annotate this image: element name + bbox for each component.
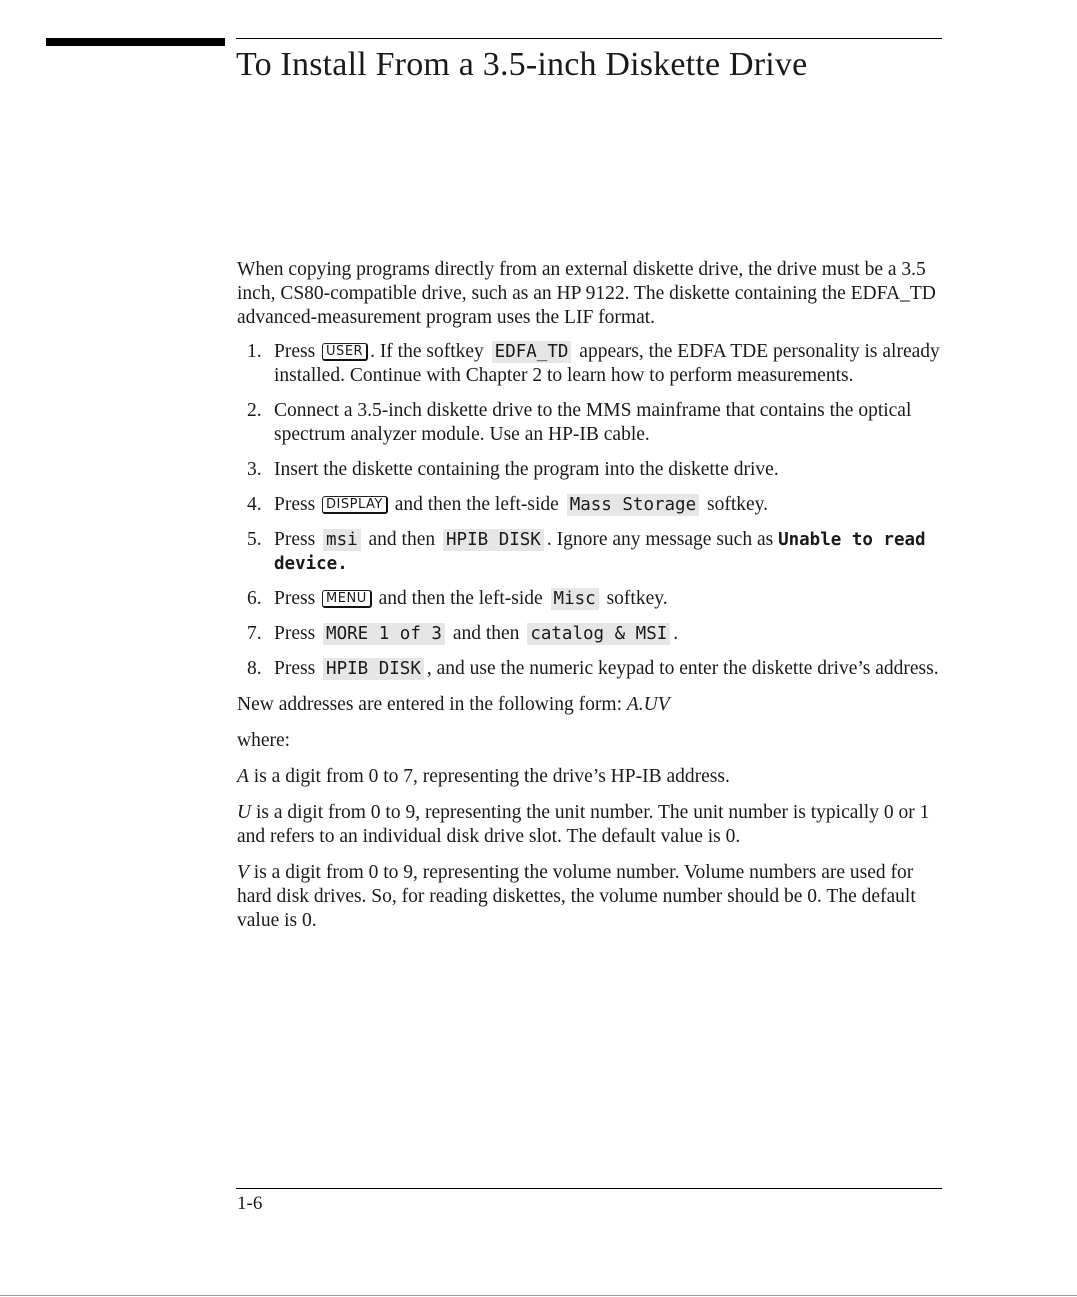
step-4: [237, 493, 943, 517]
edfa-td-softkey[interactable]: EDFA_TD: [492, 341, 572, 363]
section-marker-bar: [46, 38, 225, 46]
definition-text: is a digit from 0 to 7, representing the drive’s HP-IB address.: [253, 766, 730, 787]
step-text: , and use the numeric keypad to enter the diskette drive’s address.: [426, 658, 939, 679]
definition-letter: V: [237, 862, 249, 883]
top-rule: [236, 38, 942, 39]
where-label: where:: [237, 730, 291, 751]
intro-paragraph: When copying programs directly from an external diskette drive, the drive must be a 3.5 inch, CS80-compatible drive, such as an HP 9122. The diskette containing the EDFA_TD advanced-measurement program uses the LIF format.: [237, 259, 936, 328]
step-text: Press: [274, 341, 316, 362]
definition-text: is a digit from 0 to 9, representing the unit number. The unit number is typically 0 or 1 and refers to an individual disk drive slot. The default value is 0.: [237, 802, 930, 847]
step-text: .: [673, 623, 679, 644]
step-text: and then: [368, 529, 436, 550]
definition-v: [237, 861, 943, 933]
definition-a: [237, 765, 943, 789]
address-formula: A.UV: [626, 694, 670, 715]
install-steps: [237, 340, 943, 681]
step-text: . If the softkey: [370, 341, 484, 362]
step-8: [237, 657, 943, 681]
menu-key[interactable]: MENU: [322, 590, 372, 608]
step-2: [237, 399, 943, 447]
step-text: Insert the diskette containing the program into the diskette drive.: [274, 459, 779, 480]
step-3: [237, 458, 943, 482]
bottom-rule: [236, 1188, 942, 1189]
step-1: [237, 340, 943, 388]
step-text: Press: [274, 588, 316, 609]
step-number: 3.: [247, 459, 262, 480]
step-text: Press: [274, 658, 316, 679]
step-text: and then the left-side: [394, 494, 559, 515]
step-text: Press: [274, 494, 316, 515]
mass-storage-softkey[interactable]: Mass Storage: [567, 494, 699, 516]
catalog-msi-softkey[interactable]: catalog & MSI: [527, 623, 670, 645]
step-text: . Ignore any message such as: [546, 529, 774, 550]
step-text: appears, the EDFA TDE personality is already installed. Continue with Chapter 2 to learn how to perform measurements.: [274, 341, 940, 386]
definition-text: is a digit from 0 to 9, representing the volume number. Volume numbers are used for hard disk drives. So, for reading diskettes, the volume number should be 0. The default value is 0.: [237, 862, 916, 931]
step-5: [237, 528, 943, 576]
step-number: 1.: [247, 341, 262, 362]
step-text: and then the left-side: [378, 588, 543, 609]
step-text: and then: [452, 623, 520, 644]
step-number: 2.: [247, 400, 262, 421]
step-number: 8.: [247, 658, 262, 679]
frame-edge: [0, 1295, 1077, 1296]
display-key[interactable]: DISPLAY: [322, 496, 388, 514]
main-content: [237, 258, 943, 945]
more-1-of-3-softkey[interactable]: MORE 1 of 3: [323, 623, 445, 645]
step-7: [237, 622, 943, 646]
misc-softkey[interactable]: Misc: [551, 588, 599, 610]
step-text: Press: [274, 529, 316, 550]
step-text: softkey.: [606, 588, 668, 609]
address-form-intro: New addresses are entered in the following form:: [237, 694, 622, 715]
hpib-disk-softkey[interactable]: HPIB DISK: [443, 529, 544, 551]
definition-letter: U: [237, 802, 252, 823]
step-text: softkey.: [707, 494, 769, 515]
step-number: 4.: [247, 494, 262, 515]
step-text: Press: [274, 623, 316, 644]
step-6: [237, 587, 943, 611]
step-number: 7.: [247, 623, 262, 644]
error-message: Unable to read device.: [274, 530, 926, 574]
msi-softkey[interactable]: msi: [323, 529, 361, 551]
step-number: 5.: [247, 529, 262, 550]
definition-u: [237, 801, 943, 849]
page-number: 1-6: [237, 1193, 263, 1214]
page-title: To Install From a 3.5-inch Diskette Drive: [236, 46, 808, 83]
definition-letter: A: [237, 766, 249, 787]
address-form-line: [237, 693, 943, 717]
user-key[interactable]: USER: [322, 343, 368, 361]
step-text: Connect a 3.5-inch diskette drive to the MMS mainframe that contains the optical spectrum analyzer module. Use an HP-IB cable.: [274, 400, 912, 445]
step-number: 6.: [247, 588, 262, 609]
hpib-disk-softkey[interactable]: HPIB DISK: [323, 658, 424, 680]
